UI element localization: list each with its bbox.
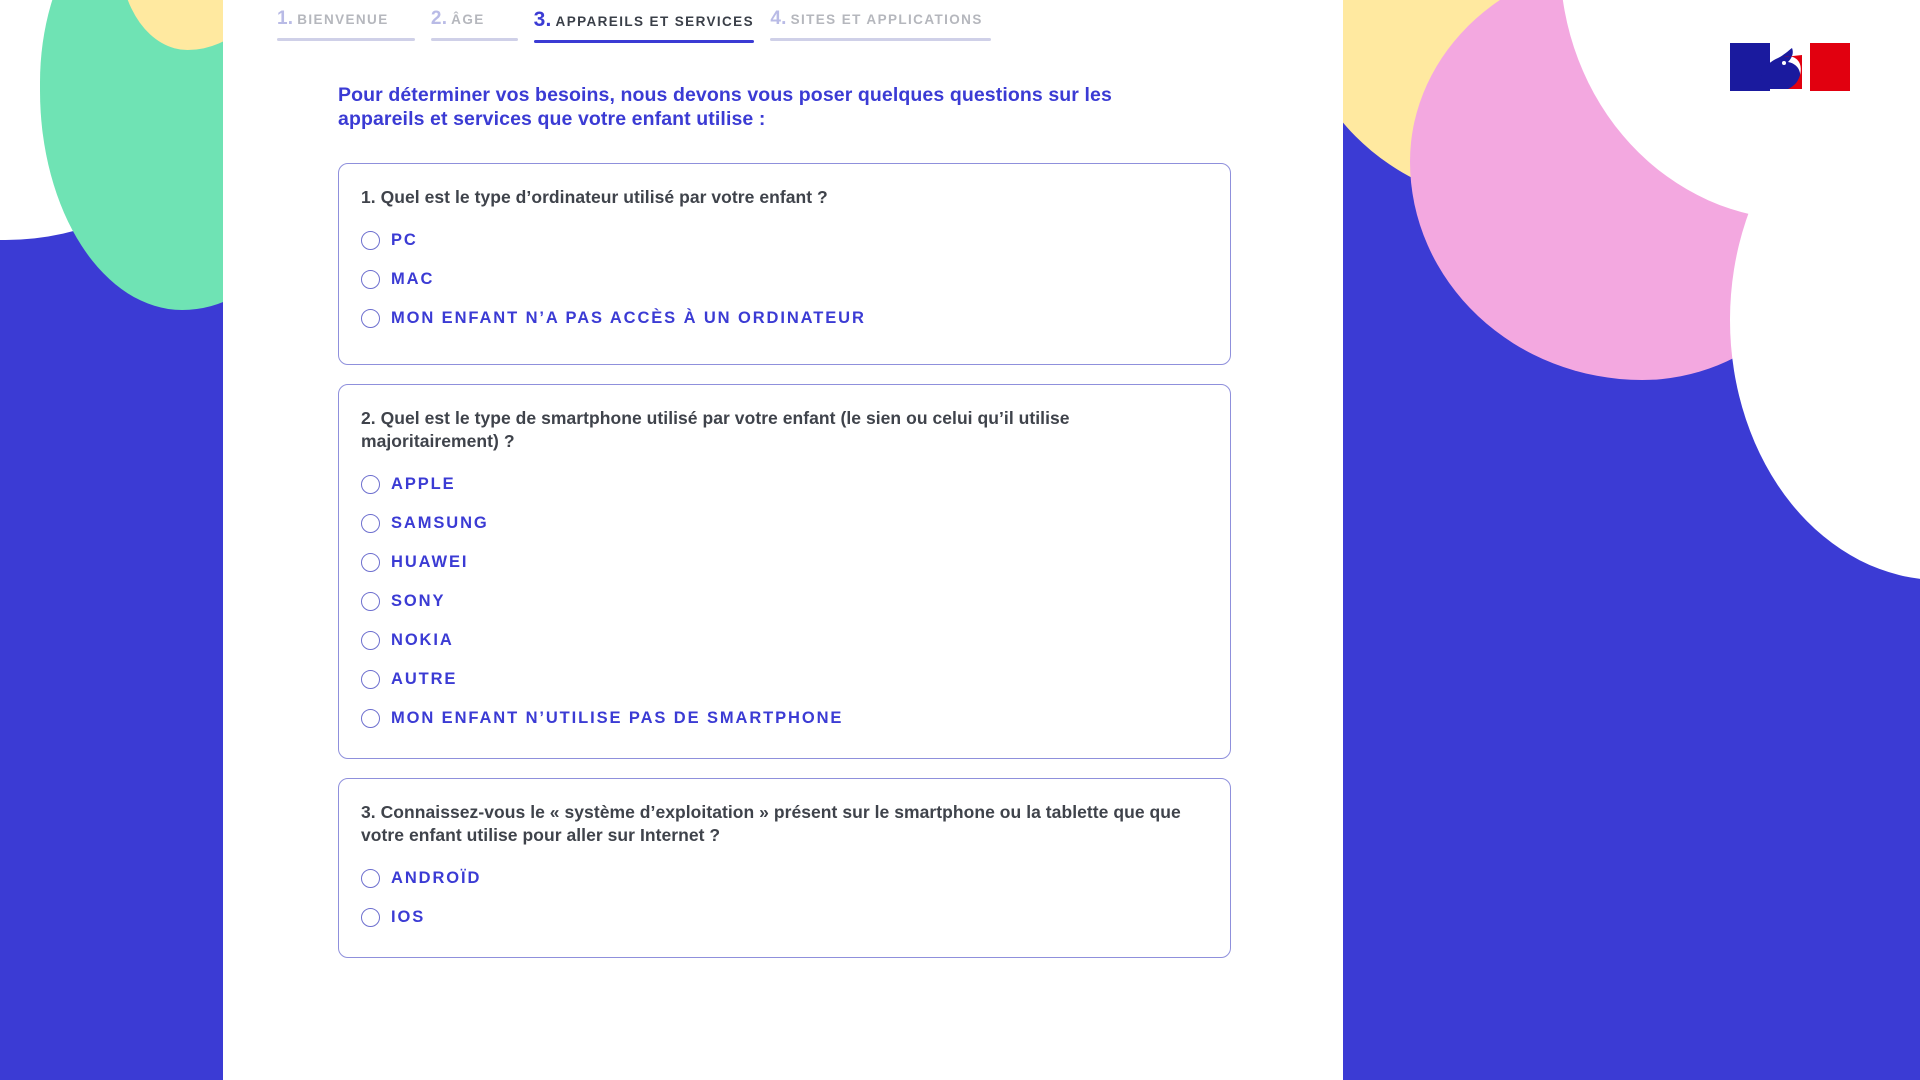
radio-button-icon[interactable] [361,869,380,888]
option-label: ANDROÏD [391,869,482,888]
option-row[interactable] [361,660,1208,699]
option-label: APPLE [391,475,456,494]
step-tab-sites-et-applications[interactable] [770,8,991,41]
option-label: AUTRE [391,670,458,689]
option-label: MAC [391,270,435,289]
step-number: 4. [770,8,787,29]
step-label: ÂGE [451,12,485,27]
option-row[interactable] [361,543,1208,582]
option-row[interactable] [361,260,1208,299]
radio-button-icon[interactable] [361,553,380,572]
flag-band-red-icon [1810,43,1850,91]
radio-button-icon[interactable] [361,231,380,250]
step-label: APPAREILS ET SERVICES [555,14,754,29]
intro-paragraph: Pour déterminer vos besoins, nous devons vous poser quelques questions sur les appareils et services que votre enfant utilise : [338,84,1112,130]
option-label: MON ENFANT N’UTILISE PAS DE SMARTPHONE [391,709,844,728]
option-row[interactable] [361,504,1208,543]
option-row[interactable] [361,699,1208,738]
option-row[interactable] [361,898,1208,937]
radio-button-icon[interactable] [361,631,380,650]
question-card-3 [338,778,1231,958]
step-number: 2. [430,8,448,29]
question-card-1 [338,163,1231,365]
option-label: IOS [391,908,426,927]
radio-button-icon[interactable] [361,709,380,728]
step-number: 1. [277,8,294,29]
step-number: 3. [533,8,552,31]
radio-button-icon[interactable] [361,270,380,289]
question-text: 2. Quel est le type de smartphone utilisé par votre enfant (le sien ou celui qu’il utilise majoritairement) ? [361,408,1070,452]
option-row[interactable] [361,299,1208,338]
radio-button-icon[interactable] [361,475,380,494]
option-label: PC [391,231,418,250]
step-tab-appareils-et-services[interactable] [534,8,755,43]
question-text: 1. Quel est le type d’ordinateur utilisé par votre enfant ? [361,187,828,207]
progress-steps [277,8,1007,43]
option-row[interactable] [361,582,1208,621]
question-card-2 [338,384,1231,759]
step-tab-age[interactable] [431,8,518,41]
option-label: NOKIA [391,631,454,650]
option-row[interactable] [361,221,1208,260]
option-row[interactable] [361,621,1208,660]
step-underline [431,38,518,41]
step-underline [770,38,991,41]
radio-button-icon[interactable] [361,309,380,328]
radio-button-icon[interactable] [361,908,380,927]
option-label: SONY [391,592,446,611]
option-label: HUAWEI [391,553,469,572]
option-row[interactable] [361,859,1208,898]
step-tab-bienvenue[interactable] [277,8,415,41]
question-text: 3. Connaissez-vous le « système d’exploitation » présent sur le smartphone ou la tablette que que votre enfant utilise pour aller sur Internet ? [361,802,1181,846]
step-label: SITES ET APPLICATIONS [790,12,983,27]
step-underline [277,38,415,41]
flag-band-white-icon [1770,43,1810,91]
french-republic-flag-logo [1730,43,1850,91]
radio-button-icon[interactable] [361,670,380,689]
option-row[interactable] [361,465,1208,504]
option-label: MON ENFANT N’A PAS ACCÈS À UN ORDINATEUR [391,309,866,328]
option-label: SAMSUNG [391,514,489,533]
step-underline-active [534,40,755,43]
questions-list [338,163,1231,977]
radio-button-icon[interactable] [361,514,380,533]
marianne-profile-icon [1754,45,1810,89]
step-label: BIENVENUE [297,12,389,27]
radio-button-icon[interactable] [361,592,380,611]
